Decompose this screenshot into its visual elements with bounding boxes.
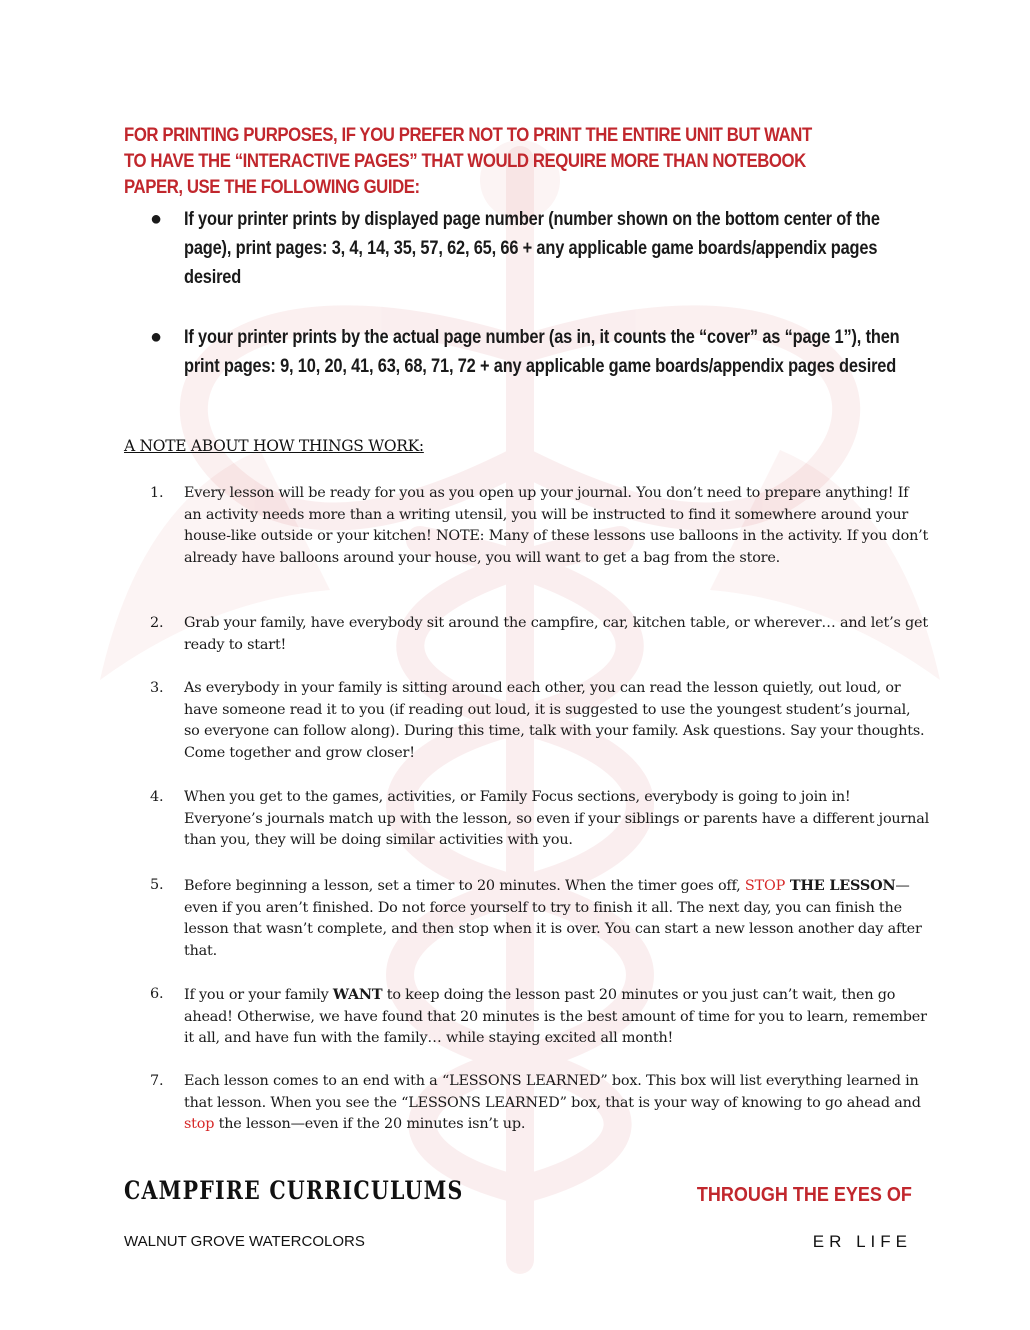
print-guide-bullet-item xyxy=(150,205,930,292)
item-text-part: the lesson—even if the 20 minutes isn’t up. xyxy=(214,1116,526,1133)
item-text-part: Each lesson comes to an end with a “LESSONS LEARNED” box. This box will list everything learned in that lesson. When you see the “LESSONS LEARNED” box, that is your way of knowing to go ahead and xyxy=(184,1073,921,1111)
brand-title: CAMPFIRE CURRICULUMS xyxy=(124,1176,464,1205)
note-list-item xyxy=(150,984,930,1050)
item-text-part: to keep doing the lesson past 20 minutes or you just can’t wait, then go ahead! Otherwise, we have found that 20 minutes is the best amount of time for you to learn, remember it all, and have fun with the family… while staying excited all month! xyxy=(184,987,927,1047)
item-text: Every lesson will be ready for you as you open up your journal. You don’t need to prepare anything! If an activity needs more than a writing utensil, you will be instructed to find it somewhere around your house-like outside or your kitchen! NOTE: Many of these lessons use balloons in the activity. If you don’t already have balloons around your house, you will want to get a bag from the store. xyxy=(184,485,929,566)
item-text-part: Before beginning a lesson, set a timer to 20 minutes. When the timer goes off, xyxy=(184,878,745,894)
item-text-part: If you or your family xyxy=(184,987,333,1003)
lesson-emphasis: THE LESSON xyxy=(785,877,896,894)
note-list-item xyxy=(150,678,930,764)
note-list-item xyxy=(150,875,930,962)
item-text: Grab your family, have everybody sit around the campfire, car, kitchen table, or wherever… and let’s get ready to start! xyxy=(184,615,928,653)
print-guide-bullet-text: If your printer prints by displayed page number (number shown on the bottom center of the page), print pages: 3, 4, 14, 35, 57, 62, 65, 66 + any applicable game boards/appendix pages desired xyxy=(184,208,880,288)
bullet-dot-icon: ● xyxy=(150,208,163,230)
item-number: 4. xyxy=(150,789,164,805)
item-number: 1. xyxy=(150,485,164,501)
item-number: 2. xyxy=(150,615,164,631)
item-text-part: —even if you aren’t finished. Do not force yourself to try to finish it all. The next day, you can finish the lesson that wasn’t complete, and then stop when it is over. You can start a new lesson another day after that. xyxy=(184,878,922,959)
note-list-item xyxy=(150,613,930,656)
note-list-item xyxy=(150,787,930,852)
item-number: 5. xyxy=(150,877,164,893)
subject-name: ER LIFE xyxy=(812,1232,912,1251)
print-guide-bullet-text: If your printer prints by the actual page number (as in, it counts the “cover” as “page 1”), then print pages: 9, 10, 20, 41, 63, 68, 71, 72 + any applicable game boards/appendix pages desired xyxy=(184,326,900,377)
item-text: As everybody in your family is sitting around each other, you can read the lesson quietly, out loud, or have someone read it to you (if reading out loud, it is suggested to use the youngest student’s journal, so everyone can follow along). During this time, talk with your family. Ask questions. Say your thoughts. Come together and grow closer! xyxy=(184,680,925,761)
printing-guide-heading: FOR PRINTING PURPOSES, IF YOU PREFER NOT TO PRINT THE ENTIRE UNIT BUT WANT TO HAVE THE “INTERACTIVE PAGES” THAT WOULD REQUIRE MORE THAN NOTEBOOK PAPER, USE THE FOLLOWING GUIDE: xyxy=(124,124,812,198)
item-number: 6. xyxy=(150,986,164,1002)
stop-emphasis: STOP xyxy=(744,878,786,894)
note-list-item xyxy=(150,483,930,569)
want-emphasis: WANT xyxy=(332,986,383,1003)
print-guide-bullet-item xyxy=(150,323,930,381)
item-number: 7. xyxy=(150,1073,164,1089)
series-title: THROUGH THE EYES OF xyxy=(696,1184,912,1206)
item-text xyxy=(184,1071,930,1136)
bullet-dot-icon: ● xyxy=(150,326,163,348)
note-heading: A NOTE ABOUT HOW THINGS WORK: xyxy=(124,437,424,455)
stop-emphasis: stop xyxy=(184,1116,215,1133)
publisher-name: WALNUT GROVE WATERCOLORS xyxy=(124,1233,365,1250)
item-number: 3. xyxy=(150,680,164,696)
item-text: When you get to the games, activities, or Family Focus sections, everybody is going to join in! Everyone’s journals match up with the lesson, so even if your siblings or parents have a different journal than you, they will be doing similar activities with you. xyxy=(184,789,930,849)
item-text xyxy=(184,875,930,962)
note-list-item xyxy=(150,1071,930,1136)
item-text xyxy=(184,984,930,1050)
